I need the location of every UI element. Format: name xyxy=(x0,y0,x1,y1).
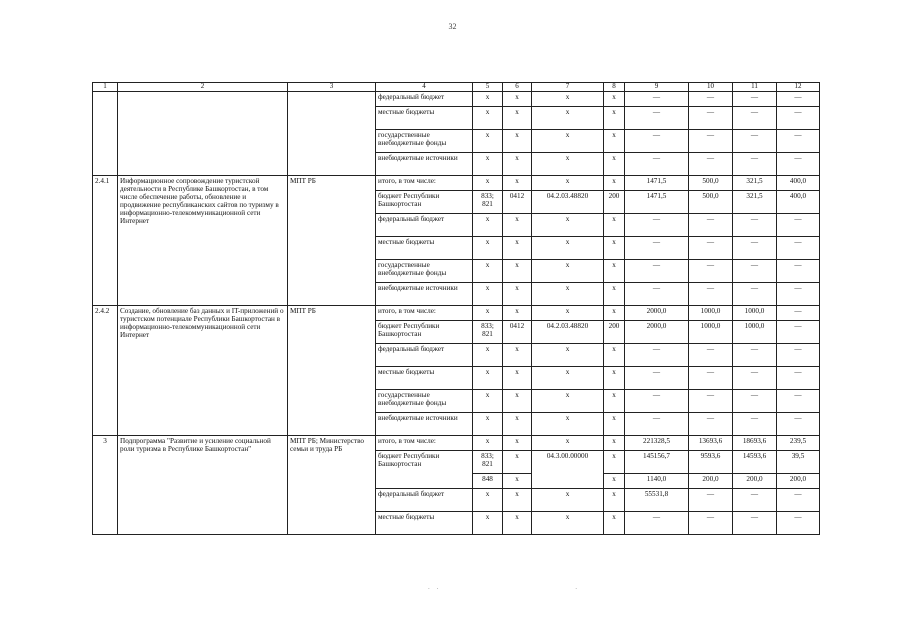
cell-col9: — xyxy=(625,91,689,106)
cell-col10: — xyxy=(689,259,733,282)
cell-col10: — xyxy=(689,282,733,305)
cell-col9: 2000,0 xyxy=(625,305,689,320)
cell-col11: — xyxy=(733,152,777,175)
cell-col6: x xyxy=(503,106,532,129)
cell-col5: x xyxy=(473,366,503,389)
cell-source: федеральный бюджет xyxy=(376,343,473,366)
cell-col12: — xyxy=(777,320,820,343)
cell-col5: 833; 821 xyxy=(473,450,503,473)
cell-col7: x xyxy=(532,366,604,389)
cell-col8: x xyxy=(604,91,625,106)
page-number: 32 xyxy=(448,22,457,31)
cell-col6: x xyxy=(503,236,532,259)
cell-col11: — xyxy=(733,412,777,435)
cell-col9: — xyxy=(625,213,689,236)
cell-col6: x xyxy=(503,213,532,236)
cell-col11: — xyxy=(733,236,777,259)
cell-col10: 1000,0 xyxy=(689,320,733,343)
cell-col6: x xyxy=(503,259,532,282)
cell-col12: — xyxy=(777,389,820,412)
cell-col5: x xyxy=(473,259,503,282)
cell-source: бюджет Республики Башкортостан xyxy=(376,320,473,343)
cell-col7: x xyxy=(532,236,604,259)
item-number: 2.4.2 xyxy=(93,305,118,435)
cell-col7: x xyxy=(532,213,604,236)
cell-col6: x xyxy=(503,91,532,106)
cell-col7: x xyxy=(532,412,604,435)
cell-col5: x xyxy=(473,488,503,511)
cell-col11: — xyxy=(733,91,777,106)
cell-title xyxy=(118,91,288,175)
cell-col7: x xyxy=(532,106,604,129)
cell-source: внебюджетные источники xyxy=(376,412,473,435)
cell-col12: — xyxy=(777,366,820,389)
cell-source: внебюджетные источники xyxy=(376,282,473,305)
cell-col11: — xyxy=(733,213,777,236)
cell-col8: x xyxy=(604,236,625,259)
cell-source: федеральный бюджет xyxy=(376,213,473,236)
cell-col5: x xyxy=(473,213,503,236)
cell-col9: 221328,5 xyxy=(625,435,689,450)
cell-col8: x xyxy=(604,343,625,366)
cell-col8: 200 xyxy=(604,190,625,213)
cell-col12: 400,0 xyxy=(777,190,820,213)
item-number: 2.4.1 xyxy=(93,175,118,305)
cell-col9: 1471,5 xyxy=(625,175,689,190)
column-number: 9 xyxy=(625,83,689,92)
cell-col5: x xyxy=(473,175,503,190)
column-number-row xyxy=(93,83,820,92)
cell-col10: 500,0 xyxy=(689,175,733,190)
item-executor: МПТ РБ xyxy=(288,305,376,435)
cell-col6: x xyxy=(503,343,532,366)
cell-col11: — xyxy=(733,488,777,511)
cell-col12: — xyxy=(777,343,820,366)
cell-col7: x xyxy=(532,435,604,450)
cell-col8: x xyxy=(604,473,625,488)
cell-col9: — xyxy=(625,412,689,435)
cell-col11: — xyxy=(733,366,777,389)
column-number: 1 xyxy=(93,83,118,92)
cell-col5: x xyxy=(473,106,503,129)
cell-col11: — xyxy=(733,106,777,129)
cell-col12: — xyxy=(777,236,820,259)
cell-col11: 1000,0 xyxy=(733,320,777,343)
cell-col6: x xyxy=(503,435,532,450)
cell-source: бюджет Республики Башкортостан xyxy=(376,190,473,213)
column-number: 4 xyxy=(376,83,473,92)
cell-col5: 833; 821 xyxy=(473,190,503,213)
cell-col11: 1000,0 xyxy=(733,305,777,320)
cell-col12: — xyxy=(777,305,820,320)
cell-col5: x xyxy=(473,282,503,305)
cell-col12: 400,0 xyxy=(777,175,820,190)
cell-col8: x xyxy=(604,488,625,511)
cell-col10: 9593,6 xyxy=(689,450,733,473)
cell-col9: — xyxy=(625,511,689,534)
cell-col11: — xyxy=(733,389,777,412)
cell-num xyxy=(93,91,118,175)
cell-col11: — xyxy=(733,343,777,366)
column-number: 3 xyxy=(288,83,376,92)
cell-col9: — xyxy=(625,106,689,129)
cell-col7: x xyxy=(532,488,604,511)
cell-col7: x xyxy=(532,511,604,534)
cell-col10: — xyxy=(689,129,733,152)
scan-artifact: · xyxy=(575,585,578,593)
cell-col11: 200,0 xyxy=(733,473,777,488)
cell-col10: 200,0 xyxy=(689,473,733,488)
cell-col11: — xyxy=(733,511,777,534)
cell-col7: 04.3.00.00000 xyxy=(532,450,604,488)
cell-col10: — xyxy=(689,106,733,129)
cell-col12: — xyxy=(777,152,820,175)
cell-col10: — xyxy=(689,366,733,389)
cell-col5: x xyxy=(473,511,503,534)
cell-col5: x xyxy=(473,91,503,106)
cell-col6: x xyxy=(503,488,532,511)
cell-source: местные бюджеты xyxy=(376,236,473,259)
item-number: 3 xyxy=(93,435,118,534)
cell-col6: x xyxy=(503,412,532,435)
cell-source: местные бюджеты xyxy=(376,366,473,389)
cell-col11: — xyxy=(733,129,777,152)
cell-col6: x xyxy=(503,473,532,488)
cell-col10: — xyxy=(689,488,733,511)
cell-col8: x xyxy=(604,389,625,412)
cell-col10: — xyxy=(689,511,733,534)
scan-artifact: . . xyxy=(428,583,439,591)
cell-col8: x xyxy=(604,152,625,175)
table-row xyxy=(93,435,820,450)
cell-col12: — xyxy=(777,106,820,129)
item-title: Подпрограмма "Развитие и усиление социальной роли туризма в Республике Башкортостан" xyxy=(118,435,288,534)
cell-col12: — xyxy=(777,511,820,534)
cell-col6: 0412 xyxy=(503,320,532,343)
cell-col6: x xyxy=(503,389,532,412)
table-row xyxy=(93,175,820,190)
cell-col6: x xyxy=(503,450,532,473)
cell-source: внебюджетные источники xyxy=(376,152,473,175)
cell-source: итого, в том числе: xyxy=(376,305,473,320)
cell-col9: — xyxy=(625,343,689,366)
cell-col10: — xyxy=(689,343,733,366)
cell-col11: — xyxy=(733,259,777,282)
cell-col11: 321,5 xyxy=(733,175,777,190)
cell-col6: x xyxy=(503,129,532,152)
cell-col5: x xyxy=(473,435,503,450)
cell-col9: — xyxy=(625,129,689,152)
cell-col8: x xyxy=(604,282,625,305)
cell-col5: x xyxy=(473,412,503,435)
cell-col12: — xyxy=(777,213,820,236)
cell-col8: x xyxy=(604,129,625,152)
cell-source: итого, в том числе: xyxy=(376,435,473,450)
cell-col6: x xyxy=(503,305,532,320)
cell-source: федеральный бюджет xyxy=(376,91,473,106)
cell-col7: 04.2.03.48820 xyxy=(532,320,604,343)
cell-source: государственные внебюджетные фонды xyxy=(376,129,473,152)
cell-col5: x xyxy=(473,152,503,175)
table-row xyxy=(93,305,820,320)
cell-col8: x xyxy=(604,106,625,129)
cell-source: итого, в том числе: xyxy=(376,175,473,190)
cell-col8: x xyxy=(604,511,625,534)
cell-executor xyxy=(288,91,376,175)
cell-col12: — xyxy=(777,282,820,305)
cell-col10: — xyxy=(689,389,733,412)
cell-col5: x xyxy=(473,389,503,412)
cell-col12: — xyxy=(777,488,820,511)
cell-col5: x xyxy=(473,343,503,366)
cell-source: государственные внебюджетные фонды xyxy=(376,389,473,412)
cell-col10: — xyxy=(689,152,733,175)
cell-col8: x xyxy=(604,412,625,435)
cell-col10: 500,0 xyxy=(689,190,733,213)
cell-col5: x xyxy=(473,129,503,152)
column-number: 5 xyxy=(473,83,503,92)
cell-source: местные бюджеты xyxy=(376,511,473,534)
column-number: 10 xyxy=(689,83,733,92)
cell-col10: — xyxy=(689,213,733,236)
cell-col7: x xyxy=(532,91,604,106)
cell-col9: — xyxy=(625,259,689,282)
cell-col9: 1471,5 xyxy=(625,190,689,213)
cell-col9: — xyxy=(625,389,689,412)
cell-col6: 0412 xyxy=(503,190,532,213)
cell-col12: — xyxy=(777,412,820,435)
cell-col5: x xyxy=(473,305,503,320)
cell-col9: 55531,8 xyxy=(625,488,689,511)
cell-source: федеральный бюджет xyxy=(376,488,473,511)
cell-col7: x xyxy=(532,343,604,366)
cell-col8: x xyxy=(604,305,625,320)
cell-col11: 14593,6 xyxy=(733,450,777,473)
cell-col8: x xyxy=(604,259,625,282)
cell-col11: — xyxy=(733,282,777,305)
column-number: 8 xyxy=(604,83,625,92)
cell-col10: 13693,6 xyxy=(689,435,733,450)
cell-col12: — xyxy=(777,259,820,282)
cell-source: бюджет Республики Башкортостан xyxy=(376,450,473,488)
budget-table xyxy=(92,82,820,535)
cell-col8: x xyxy=(604,450,625,473)
cell-col7: x xyxy=(532,152,604,175)
cell-col8: x xyxy=(604,213,625,236)
table-row xyxy=(93,91,820,106)
cell-col10: 1000,0 xyxy=(689,305,733,320)
cell-col10: — xyxy=(689,236,733,259)
cell-col5: 833; 821 xyxy=(473,320,503,343)
cell-col9: 145156,7 xyxy=(625,450,689,473)
cell-col9: — xyxy=(625,152,689,175)
cell-col6: x xyxy=(503,175,532,190)
cell-col7: x xyxy=(532,259,604,282)
item-title: Создание, обновление баз данных и IT-приложений о туристском потенциале Республики Башкортостан в информационно-телекоммуникационной сети Интернет xyxy=(118,305,288,435)
column-number: 6 xyxy=(503,83,532,92)
cell-col9: — xyxy=(625,366,689,389)
cell-col6: x xyxy=(503,282,532,305)
column-number: 11 xyxy=(733,83,777,92)
cell-col9: 2000,0 xyxy=(625,320,689,343)
column-number: 2 xyxy=(118,83,288,92)
item-executor: МПТ РБ; Министерство семьи и труда РБ xyxy=(288,435,376,534)
cell-col12: 200,0 xyxy=(777,473,820,488)
cell-col12: — xyxy=(777,129,820,152)
cell-col9: 1140,0 xyxy=(625,473,689,488)
cell-col6: x xyxy=(503,511,532,534)
cell-col11: 18693,6 xyxy=(733,435,777,450)
cell-col10: — xyxy=(689,91,733,106)
cell-col7: x xyxy=(532,129,604,152)
column-number: 12 xyxy=(777,83,820,92)
cell-col6: x xyxy=(503,152,532,175)
cell-col12: 239,5 xyxy=(777,435,820,450)
cell-source: государственные внебюджетные фонды xyxy=(376,259,473,282)
cell-col10: — xyxy=(689,412,733,435)
cell-col7: x xyxy=(532,389,604,412)
cell-col9: — xyxy=(625,282,689,305)
cell-col12: 39,5 xyxy=(777,450,820,473)
cell-col5: x xyxy=(473,236,503,259)
cell-col8: x xyxy=(604,175,625,190)
cell-col7: x xyxy=(532,282,604,305)
item-title: Информационное сопровождение туристской деятельности в Республике Башкортостан, в том числе обеспечение работы, обновление и продвижение республиканских сайтов по туризму в информационно-телекоммуникационной сети Интернет xyxy=(118,175,288,305)
cell-col12: — xyxy=(777,91,820,106)
cell-col11: 321,5 xyxy=(733,190,777,213)
item-executor: МПТ РБ xyxy=(288,175,376,305)
cell-col8: x xyxy=(604,366,625,389)
cell-col8: x xyxy=(604,435,625,450)
cell-col6: x xyxy=(503,366,532,389)
column-number: 7 xyxy=(532,83,604,92)
cell-col9: — xyxy=(625,236,689,259)
cell-source: местные бюджеты xyxy=(376,106,473,129)
cell-col5: 848 xyxy=(473,473,503,488)
cell-col7: 04.2.03.48820 xyxy=(532,190,604,213)
cell-col8: 200 xyxy=(604,320,625,343)
cell-col7: x xyxy=(532,305,604,320)
cell-col7: x xyxy=(532,175,604,190)
